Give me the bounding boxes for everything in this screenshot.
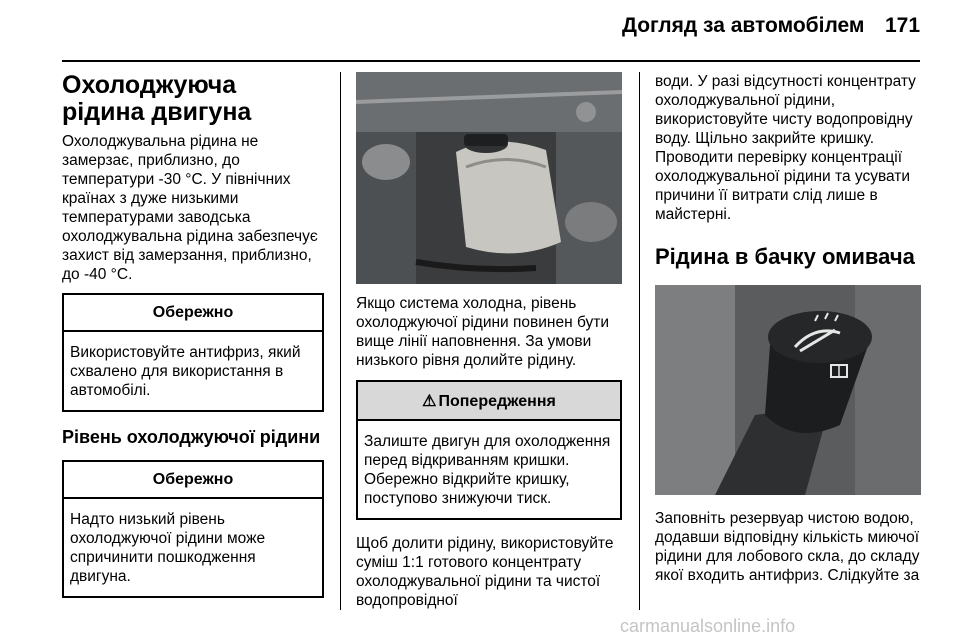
column-divider — [340, 72, 341, 610]
coolant-refill-text: Щоб долити рідину, використовуйте суміш 1:1 готового концентрату охолоджувальної рідини та чистої водопровідної — [356, 535, 614, 609]
engine-bay-image — [356, 72, 622, 284]
coolant-heading: Охолоджуюча рідина двигуна — [62, 71, 252, 126]
warning-box — [356, 380, 622, 520]
column-middle — [356, 72, 622, 610]
coolant-reservoir-photo — [356, 72, 622, 284]
warning-triangle-icon: ⚠ — [422, 393, 437, 410]
warning-title: Попередження — [438, 393, 556, 410]
column-right — [655, 72, 921, 585]
caution-text: Надто низький рівень охолоджуючої рідини може спричинити пошкодження двигуна. — [70, 511, 266, 585]
caution-text: Використовуйте антифриз, який схвалено для використання в автомобілі. — [70, 344, 301, 399]
washer-cap-image — [655, 285, 921, 495]
column-divider — [639, 72, 640, 610]
page-header — [0, 0, 960, 62]
coolant-intro: Охолоджувальна рідина не замерзає, приблизно, до температури -30 °C. У північних країнах з дуже низькими температурами заводська охолоджувальна рідина забезпечує захист від замерзання, приблизно, до -40 °C. — [62, 133, 318, 283]
coolant-level-text: Якщо система холодна, рівень охолоджуючої рідини повинен бути вище лінії наповнення. За умови низького рівня долийте рідину. — [356, 295, 610, 369]
caution-box — [62, 293, 324, 412]
header-rule — [62, 60, 920, 62]
section-title: Догляд за автомобілем — [622, 14, 865, 37]
washer-reservoir-photo — [655, 285, 921, 495]
washer-fluid-heading: Рідина в бачку омивача — [655, 244, 915, 269]
warning-header — [358, 382, 620, 421]
caution-title: Обережно — [64, 295, 322, 332]
caution-box — [62, 460, 324, 598]
warning-text: Залиште двигун для охолодження перед відкриванням кришки. Обережно відкрийте кришку, поступово знижуючи тиск. — [364, 433, 611, 507]
page-number: 171 — [885, 14, 921, 37]
column-left — [62, 72, 324, 598]
watermark: carmanualsonline.info — [620, 616, 796, 636]
washer-fluid-text: Заповніть резервуар чистою водою, додавши відповідну кількість миючої рідини для лобового скла, до складу якої входить антифриз. Слідкуйте за — [655, 510, 920, 584]
coolant-refill-text-cont: води. У разі відсутності концентрату охолоджувальної рідини, використовуйте чисту водопровідну воду. Щільно закрийте кришку. Проводити перевірку концентрації охолоджувальної рідини та усувати причини її витрати слід лише в майстерні. — [655, 73, 916, 223]
coolant-level-heading: Рівень охолоджуючої рідини — [62, 427, 321, 447]
caution-title: Обережно — [64, 462, 322, 499]
